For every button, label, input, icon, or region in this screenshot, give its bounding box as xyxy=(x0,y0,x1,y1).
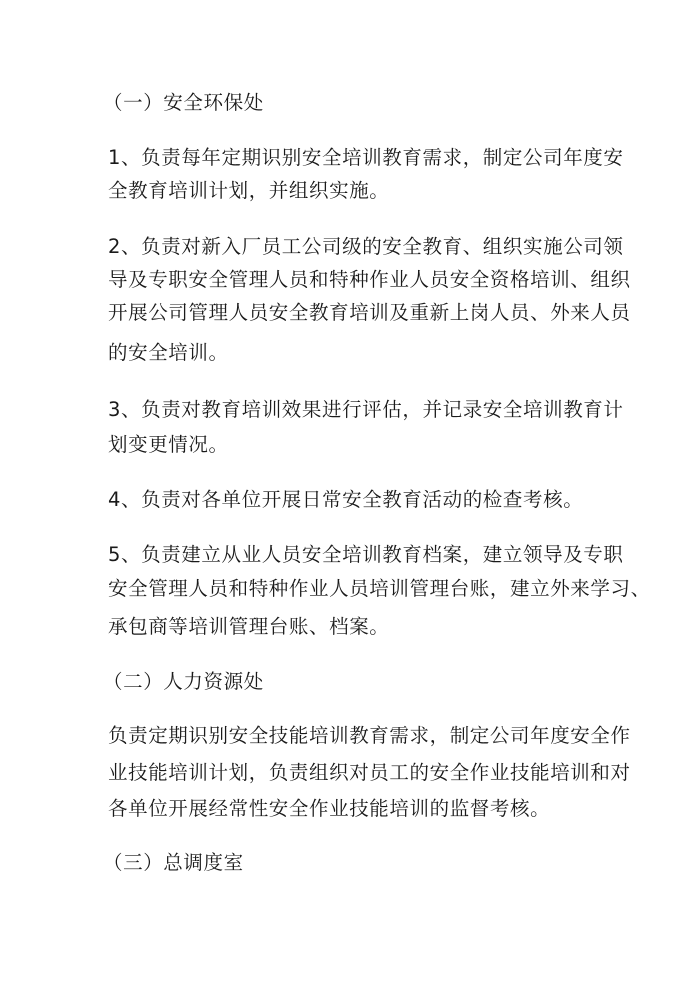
paragraph-line: 导及专职安全管理人员和特种作业人员安全资格培训、组织 xyxy=(108,268,631,291)
paragraph-line: 的安全培训。 xyxy=(108,341,229,364)
paragraph-line: 开展公司管理人员安全教育培训及重新上岗人员、外来人员 xyxy=(108,301,631,324)
paragraph-line: 5、负责建立从业人员安全培训教育档案，建立领导及专职 xyxy=(108,543,624,566)
paragraph-line: 2、负责对新入厂员工公司级的安全教育、组织实施公司领 xyxy=(108,235,624,258)
paragraph-line: 承包商等培训管理台账、档案。 xyxy=(108,615,390,638)
paragraph-line: 全教育培训计划，并组织实施。 xyxy=(108,179,390,202)
paragraph-line: 安全管理人员和特种作业人员培训管理台账，建立外来学习、 xyxy=(108,577,651,600)
paragraph-line: 负责定期识别安全技能培训教育需求，制定公司年度安全作 xyxy=(108,724,631,747)
paragraph-line: 各单位开展经常性安全作业技能培训的监督考核。 xyxy=(108,797,551,820)
paragraph-line: 4、负责对各单位开展日常安全教育活动的检查考核。 xyxy=(108,488,584,511)
section-heading-human-resources: （二）人力资源处 xyxy=(103,670,264,693)
section-heading-general-dispatch: （三）总调度室 xyxy=(103,851,244,874)
paragraph-line: 3、负责对教育培训效果进行评估，并记录安全培训教育计 xyxy=(108,398,624,421)
paragraph-line: 划变更情况。 xyxy=(108,433,229,456)
section-heading-safety-environment: （一）安全环保处 xyxy=(103,91,264,114)
paragraph-line: 1、负责每年定期识别安全培训教育需求，制定公司年度安 xyxy=(108,146,624,169)
paragraph-line: 业技能培训计划，负责组织对员工的安全作业技能培训和对 xyxy=(108,761,631,784)
